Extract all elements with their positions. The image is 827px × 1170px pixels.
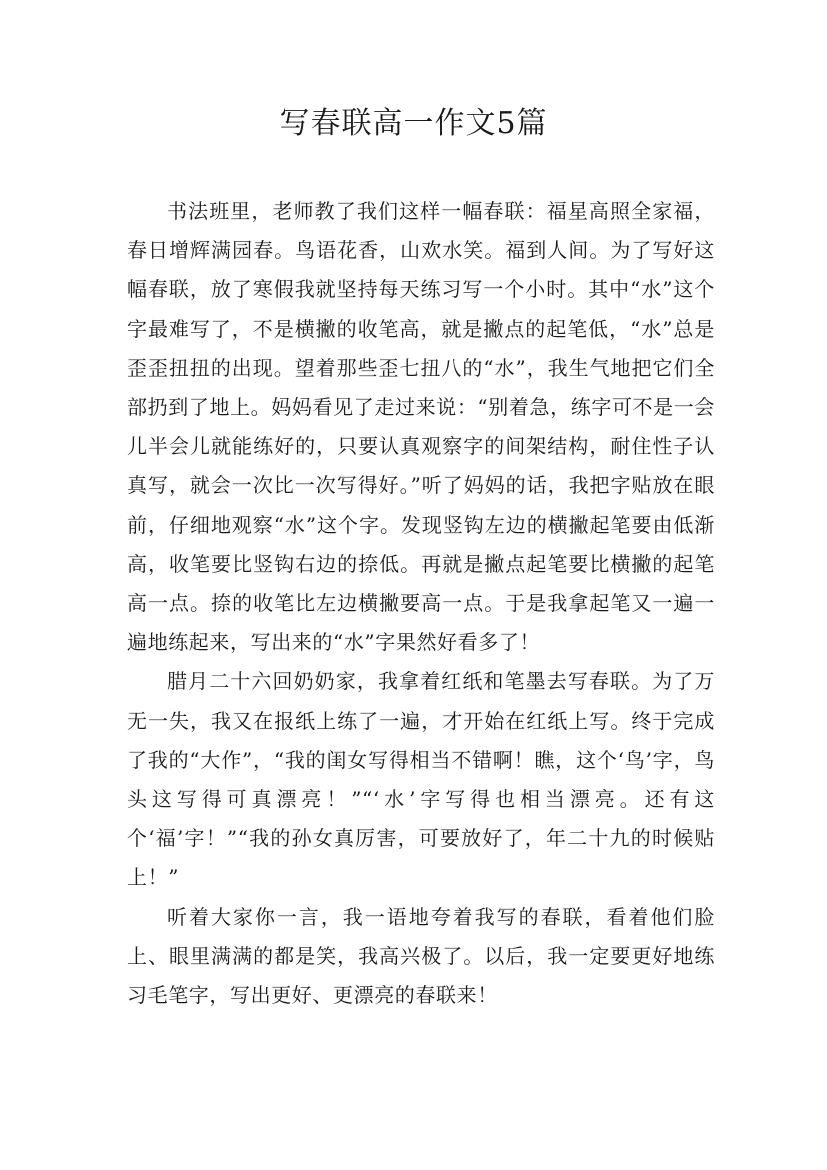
paragraph-2: 腊月二十六回奶奶家，我拿着红纸和笔墨去写春联。为了万无一失，我又在报纸上练了一遍，才开始在红纸上写。终于完成了我的“大作”，“我的闺女写得相当不错啊！瞧，这个‘鸟’字，鸟头这写得可真漂亮！”“‘水’字写得也相当漂亮。还有这个‘福’字！”“我的孙女真厉害，可要放好了，年二十九的时候贴上！” (127, 669, 715, 890)
document-title: 写春联高一作文5篇 (279, 106, 548, 141)
document-body (127, 192, 715, 1015)
paragraph-1: 书法班里，老师教了我们这样一幅春联：福星高照全家福，春日增辉满园春。鸟语花香，山欢水笑。福到人间。为了写好这幅春联，放了寒假我就坚持每天练习写一个小时。其中“水”这个字最难写了，不是横撇的收笔高，就是撇点的起笔低，“水”总是歪歪扭扭的出现。望着那些歪七扭八的“水”，我生气地把它们全部扔到了地上。妈妈看见了走过来说：“别着急，练字可不是一会儿半会儿就能练好的，只要认真观察字的间架结构，耐住性子认真写，就会一次比一次写得好。”听了妈妈的话，我把字贴放在眼前，仔细地观察“水”这个字。发现竖钩左边的横撇起笔要由低渐高，收笔要比竖钩右边的捺低。再就是撇点起笔要比横撇的起笔高一点。捺的收笔比左边横撇要高一点。于是我拿起笔又一遍一遍地练起来，写出来的“水”字果然好看多了！ (127, 199, 715, 655)
paragraph-3: 听着大家你一言，我一语地夸着我写的春联，看着他们脸上、眼里满满的都是笑，我高兴极了。以后，我一定要更好地练习毛笔字，写出更好、更漂亮的春联来！ (127, 904, 715, 1008)
